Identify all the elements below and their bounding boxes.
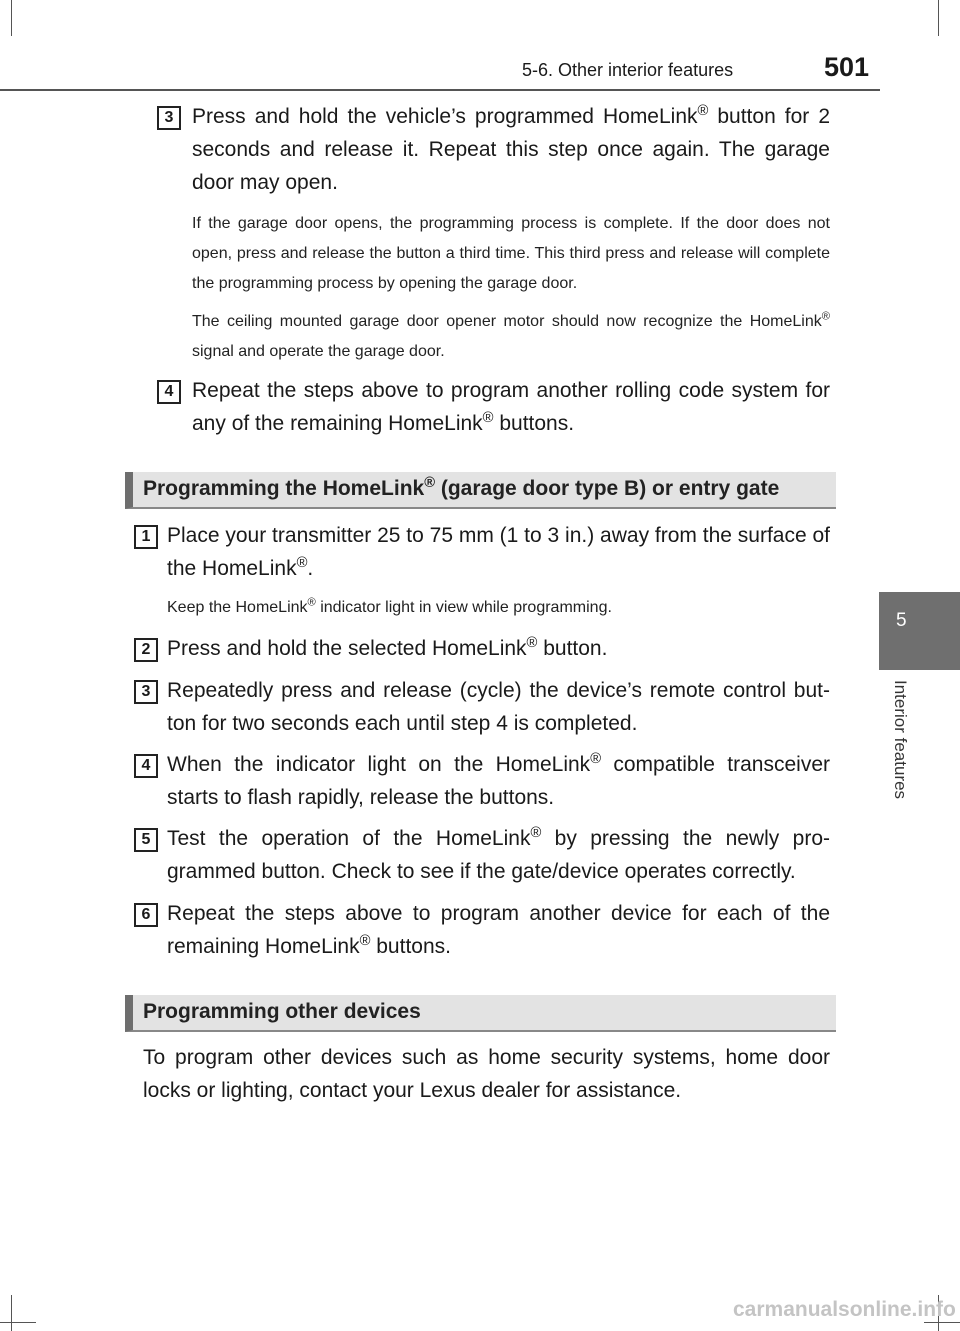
step-text: Repeat the steps above to program another rolling code system for any of the remaining HomeLink® buttons. — [192, 379, 830, 435]
body-text: To program other devices such as home security systems, home door locks or lighting, contact your Lexus dealer for assistance. — [143, 1046, 830, 1102]
chapter-number: 5 — [896, 610, 907, 631]
step-number-badge: 2 — [134, 638, 158, 662]
section-heading-bar — [125, 472, 836, 509]
section-title: Programming the HomeLink® (garage door type B) or entry gate — [143, 475, 780, 500]
crop-mark — [924, 1322, 960, 1323]
step-number-badge: 4 — [157, 380, 181, 404]
chapter-tab — [879, 592, 960, 670]
step-text: Repeatedly press and release (cycle) the device’s remote control but-ton for two seconds each until step 4 is completed. — [167, 679, 830, 735]
step-text: Test the operation of the HomeLink® by pressing the newly pro-grammed button. Check to see if the gate/device operates correctly. — [167, 825, 830, 883]
section-heading-bar — [125, 995, 836, 1032]
note-text: Keep the HomeLink® indicator light in view while programming. — [167, 596, 612, 616]
crop-mark — [11, 0, 12, 36]
step-text: When the indicator light on the HomeLink® compatible transceiver starts to flash rapidly, release the buttons. — [167, 751, 830, 809]
step-number-badge: 3 — [134, 680, 158, 704]
step-text: Repeat the steps above to program another device for each of the remaining HomeLink® buttons. — [167, 902, 830, 958]
crop-mark — [938, 0, 939, 36]
step-text: Place your transmitter 25 to 75 mm (1 to 3 in.) away from the surface of the HomeLink®. — [167, 524, 830, 580]
watermark: carmanualsonline.info — [733, 1298, 956, 1321]
step-number-badge: 6 — [134, 903, 158, 927]
step-text: Press and hold the vehicle’s programmed HomeLink® button for 2 seconds and release it. Repeat this step once again. The garage door may open. — [192, 103, 830, 194]
header-divider — [0, 89, 880, 91]
step-number-badge: 1 — [134, 525, 158, 549]
step-number-badge: 4 — [134, 754, 158, 778]
section-title: Programming other devices — [143, 1000, 421, 1023]
crop-mark — [0, 1322, 36, 1323]
section-heading: 5-6. Other interior features — [522, 60, 734, 80]
chapter-title: Interior features — [891, 680, 910, 800]
crop-mark — [11, 1295, 12, 1331]
page-number: 501 — [824, 52, 870, 82]
step-number-badge: 5 — [134, 828, 158, 852]
note-text: If the garage door opens, the programming process is complete. If the door does not open, press and release the button a third time. This third press and release will complete the programming process by opening the garage door. — [192, 215, 830, 292]
step-text: Press and hold the selected HomeLink® button. — [167, 635, 608, 660]
step-number-badge: 3 — [157, 106, 181, 130]
note-text: The ceiling mounted garage door opener motor should now recognize the HomeLink® signal and operate the garage door. — [192, 310, 830, 360]
